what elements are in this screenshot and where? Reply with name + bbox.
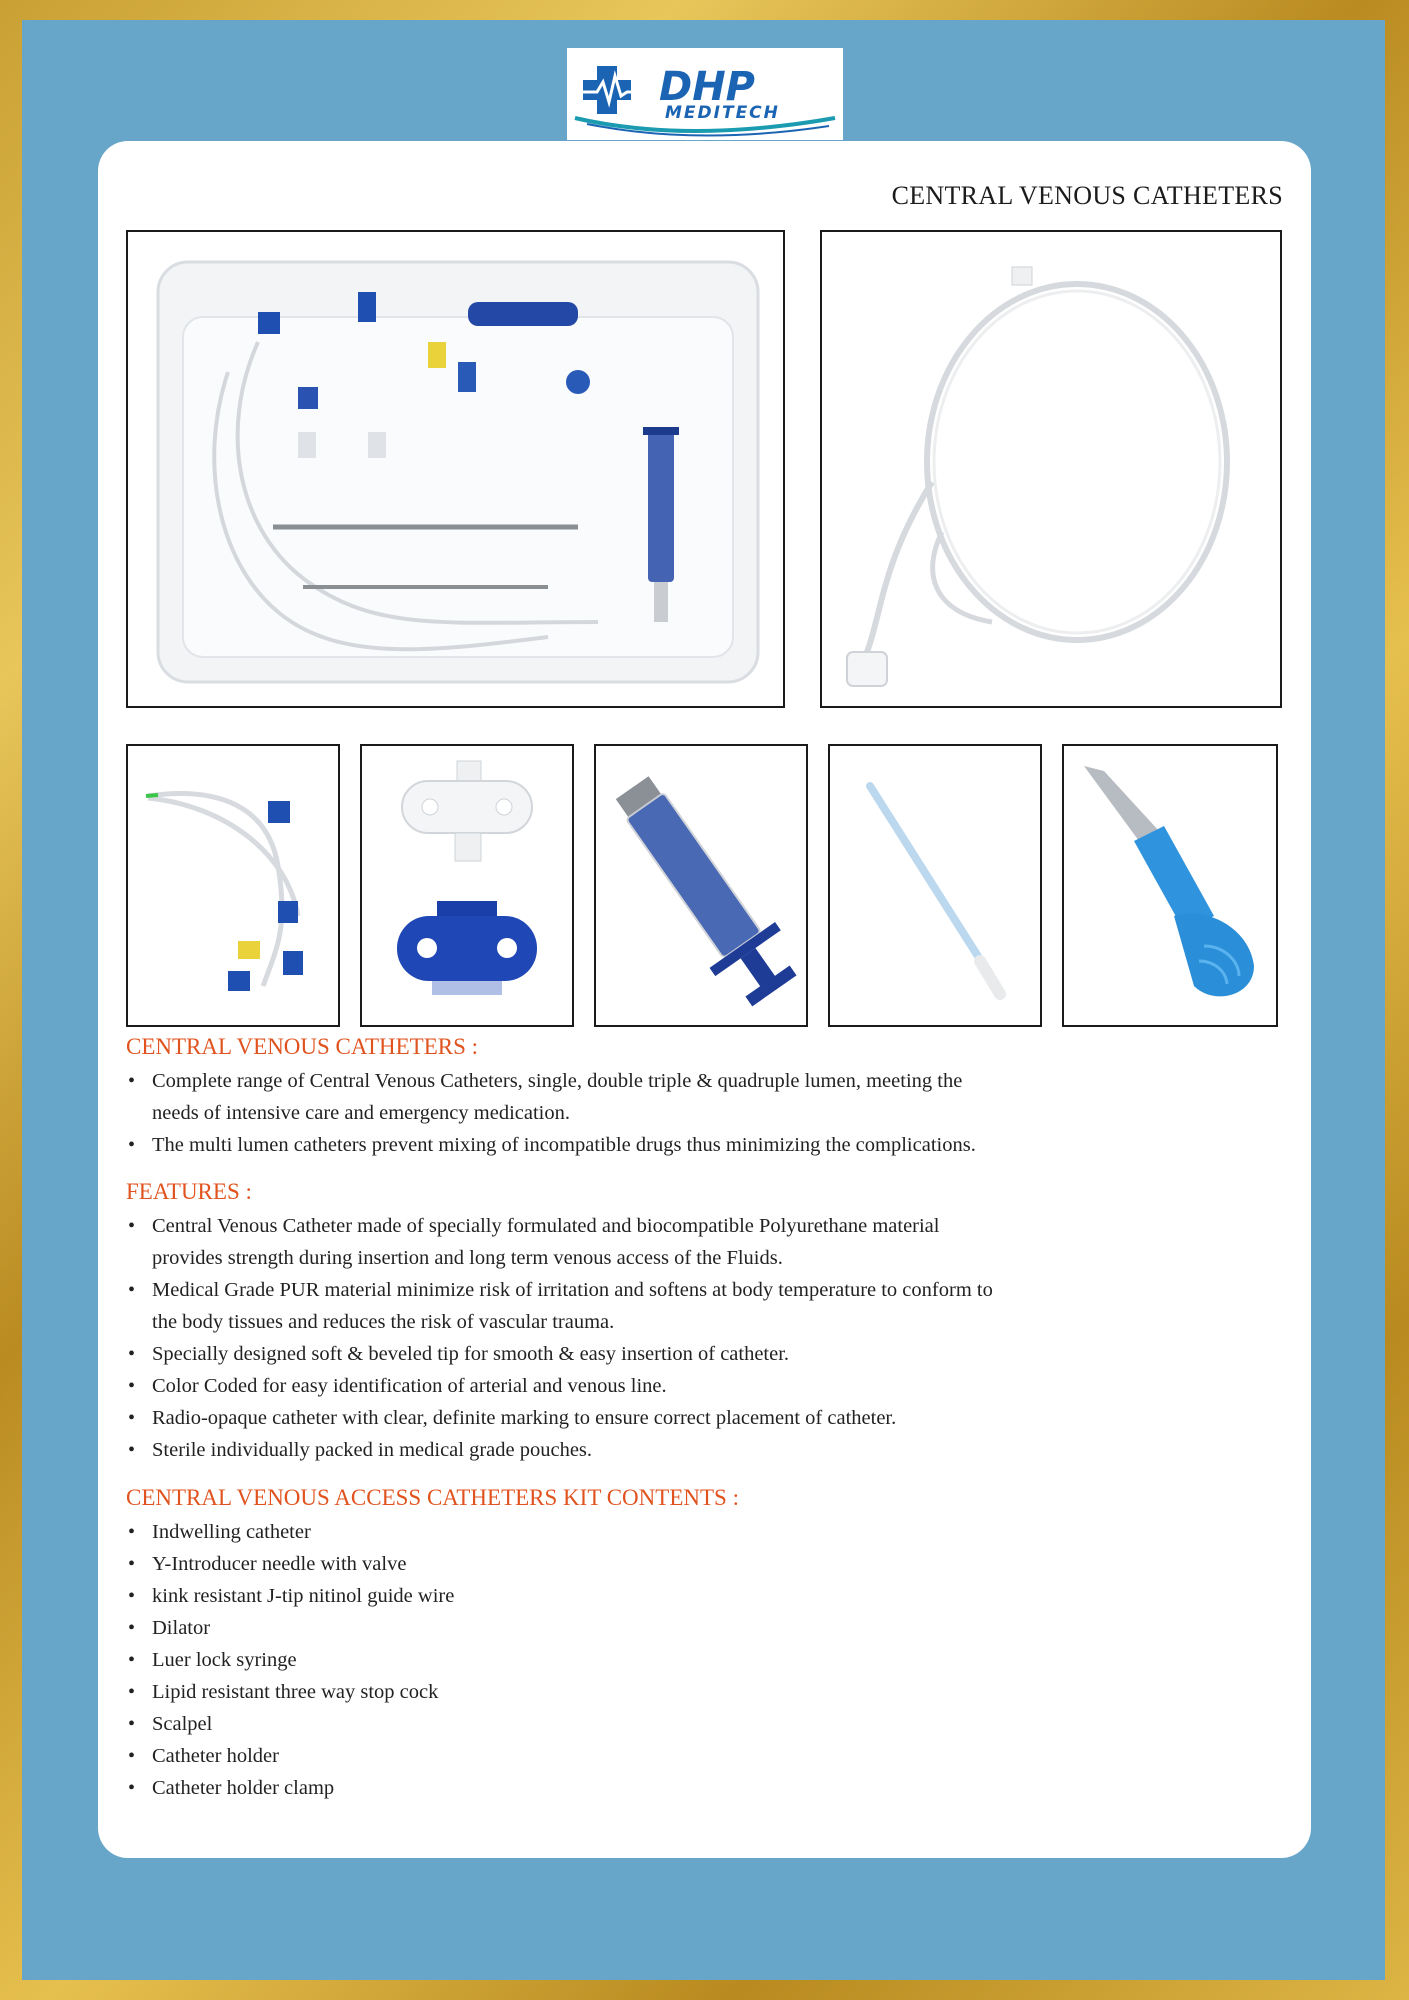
luer-lock-syringe-icon [596, 746, 806, 1025]
list-item: • Luer lock syringe [126, 1644, 1246, 1676]
section-title-features: FEATURES : [126, 1179, 252, 1204]
list-item: • Indwelling catheter [126, 1516, 1246, 1548]
dilator-icon [830, 746, 1040, 1025]
brand-logo [567, 48, 843, 140]
list-item: • Dilator [126, 1612, 1246, 1644]
cvc-list [126, 1065, 1246, 1161]
list-item: • Specially designed soft & beveled tip for smooth & easy insertion of catheter. [126, 1338, 1246, 1370]
list-item: • Central Venous Catheter made of specially formulated and biocompatible Polyurethane material [126, 1210, 1246, 1242]
list-item: • Sterile individually packed in medical grade pouches. [126, 1434, 1246, 1466]
dhp-logo-icon [567, 48, 843, 140]
list-item: • Lipid resistant three way stop cock [126, 1676, 1246, 1708]
dilator-image [828, 744, 1042, 1027]
list-item: • Medical Grade PUR material minimize risk of irritation and softens at body temperature to conform to [126, 1274, 1246, 1306]
coiled-catheter-image [820, 230, 1282, 708]
list-item: • Radio-opaque catheter with clear, definite marking to ensure correct placement of catheter. [126, 1402, 1246, 1434]
page-title: CENTRAL VENOUS CATHETERS [891, 181, 1283, 210]
features-list [126, 1210, 1246, 1466]
scalpel-icon [1064, 746, 1276, 1025]
extension-lines-image [126, 744, 340, 1027]
list-item: • Scalpel [126, 1708, 1246, 1740]
section-title-cvc: CENTRAL VENOUS CATHETERS : [126, 1034, 479, 1059]
brand-name: DHP [659, 64, 755, 110]
list-item: • Catheter holder clamp [126, 1772, 1246, 1804]
list-item: • Catheter holder [126, 1740, 1246, 1772]
catheter-holder-image [360, 744, 574, 1027]
list-item: • Color Coded for easy identification of arterial and venous line. [126, 1370, 1246, 1402]
list-item-continuation: needs of intensive care and emergency medication. [152, 1102, 570, 1124]
list-item-continuation: the body tissues and reduces the risk of vascular trauma. [152, 1311, 615, 1333]
brand-sub: MEDITECH [665, 103, 780, 123]
multi-lumen-extension-lines-icon [128, 746, 338, 1025]
scalpel-image [1062, 744, 1278, 1027]
list-item-continuation: provides strength during insertion and long term venous access of the Fluids. [152, 1247, 783, 1269]
list-item: • kink resistant J-tip nitinol guide wire [126, 1580, 1246, 1612]
syringe-image [594, 744, 808, 1027]
list-item: • Y-Introducer needle with valve [126, 1548, 1246, 1580]
catheter-kit-tray-icon [128, 232, 783, 706]
list-item: • The multi lumen catheters prevent mixing of incompatible drugs thus minimizing the complications. [126, 1129, 1246, 1161]
catheter-holder-and-clamp-icon [362, 746, 572, 1025]
kit-list [126, 1516, 1246, 1804]
list-item: • Complete range of Central Venous Catheters, single, double triple & quadruple lumen, meeting the [126, 1065, 1246, 1097]
section-title-kit: CENTRAL VENOUS ACCESS CATHETERS KIT CONTENTS : [126, 1485, 739, 1510]
coiled-catheter-icon [822, 232, 1280, 706]
content-card [98, 141, 1311, 1858]
kit-tray-image [126, 230, 785, 708]
